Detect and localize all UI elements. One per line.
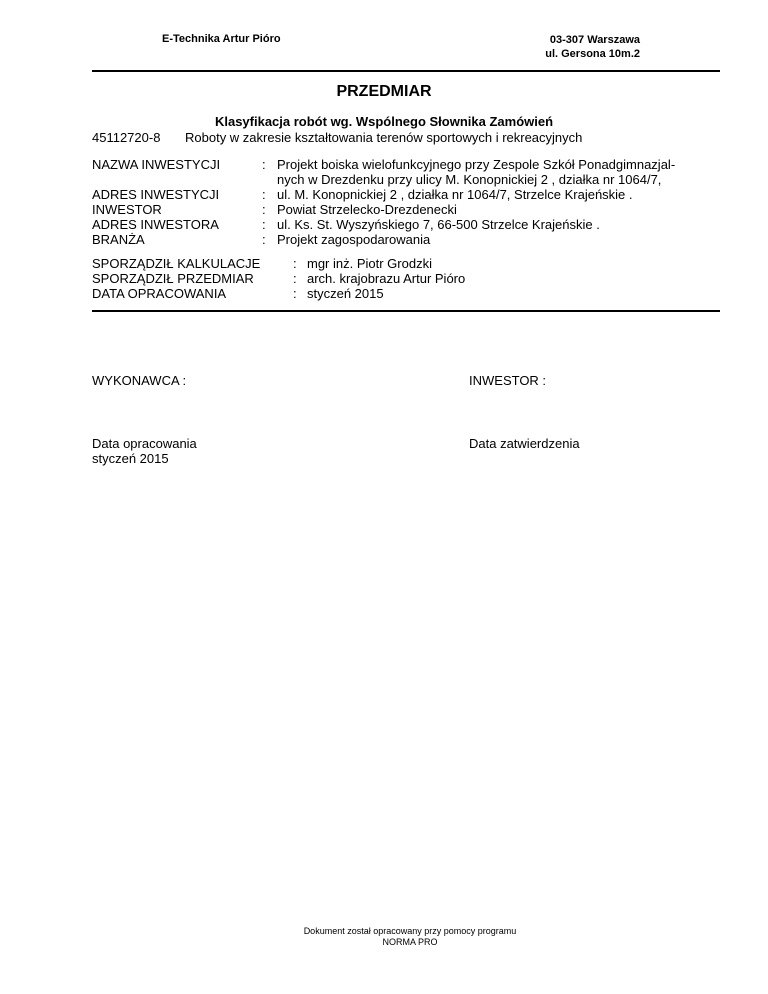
footer-line2: NORMA PRO [382,937,438,947]
company-address [545,33,640,61]
contractor-label: WYKONAWCA : [92,373,187,388]
author-label: SPORZĄDZIŁ PRZEDMIAR [92,271,254,286]
info-separator: : [262,157,266,172]
info-value: Powiat Strzelecko-Drezdenecki [277,202,457,217]
info-value: Projekt zagospodarowania [277,232,431,247]
info-value: Projekt boiska wielofunkcyjnego przy Zespole Szkół Ponadgimnazjal- [277,157,676,172]
author-value: styczeń 2015 [307,286,384,301]
investment-info-table [92,157,717,247]
info-label: ADRES INWESTORA [92,217,219,232]
author-separator: : [293,256,297,271]
classification-description: Roboty w zakresie kształtowania terenów sportowych i rekreacyjnych [185,130,583,145]
classification-code: 45112720-8 [92,130,161,145]
author-separator: : [293,271,297,286]
investor-label: INWESTOR : [469,373,547,388]
info-separator [262,172,277,187]
info-row [92,202,717,217]
info-value: nych w Drezdenku przy ulicy M. Konopnickiej 2 , działka nr 1064/7, [277,172,662,187]
author-value: arch. krajobrazu Artur Pióro [307,271,466,286]
authors-table [92,256,465,301]
header-divider [92,70,720,72]
company-address-line1: 03-307 Warszawa [549,34,640,46]
author-label: SPORZĄDZIŁ KALKULACJE [92,256,261,271]
info-row [92,232,717,247]
author-row [92,286,465,301]
author-separator: : [293,286,297,301]
document-title: PRZEDMIAR [336,83,432,100]
footer-note [0,926,768,948]
prepared-date-block [92,436,197,466]
info-row [92,217,717,232]
info-label: ADRES INWESTYCJI [92,187,220,202]
author-row [92,271,465,286]
section-divider [92,310,720,312]
info-label: INWESTOR [92,202,162,217]
info-value: ul. Ks. St. Wyszyńskiego 7, 66-500 Strzelce Krajeńskie . [277,217,600,232]
info-separator: : [262,202,266,217]
company-address-line2: ul. Gersona 10m.2 [545,48,640,60]
info-row [92,172,717,187]
info-separator: : [262,187,266,202]
prepared-date-value: styczeń 2015 [92,451,169,466]
footer-line1: Dokument został opracowany przy pomocy programu [303,926,517,936]
info-row [92,187,717,202]
company-name: E-Technika Artur Pióro [162,33,281,45]
author-label: DATA OPRACOWANIA [92,286,227,301]
classification-heading: Klasyfikacja robót wg. Wspólnego Słownika Zamówień [214,114,554,129]
info-label: NAZWA INWESTYCJI [92,157,221,172]
info-separator: : [262,232,266,247]
info-label: BRANŻA [92,232,145,247]
author-value: mgr inż. Piotr Grodzki [307,256,432,271]
approval-date-label: Data zatwierdzenia [469,436,580,451]
prepared-date-label: Data opracowania [92,436,197,451]
author-row [92,256,465,271]
info-row [92,157,717,172]
info-separator: : [262,217,266,232]
info-value: ul. M. Konopnickiej 2 , działka nr 1064/7, Strzelce Krajeńskie . [277,187,633,202]
info-label [92,172,262,187]
